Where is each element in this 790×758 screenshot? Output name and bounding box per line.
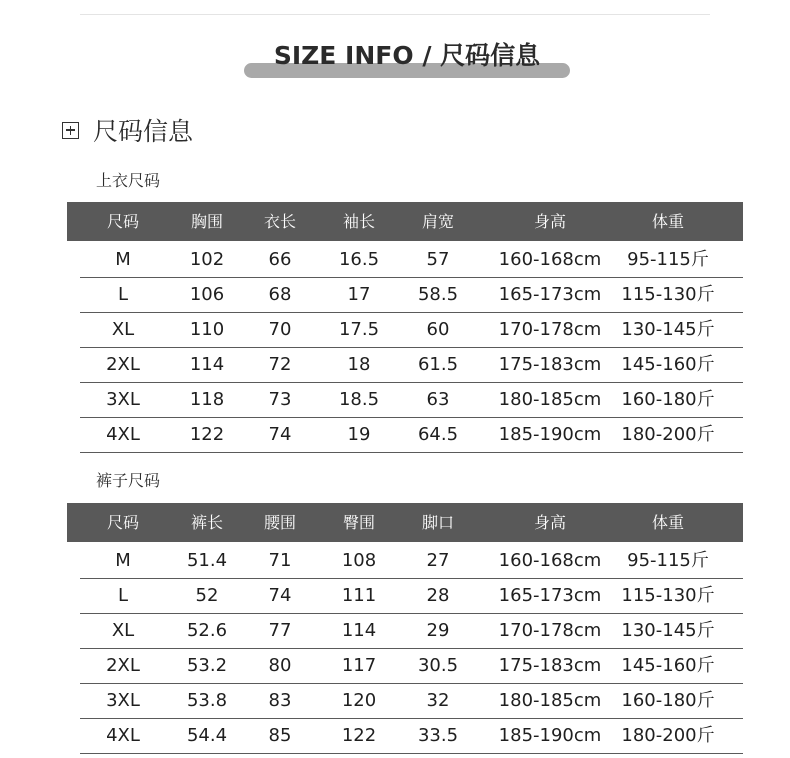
table-cell: 54.4 [186,725,228,746]
table-cell: 58.5 [417,284,459,305]
table-cell: 17.5 [338,319,380,340]
table-cell: 70 [268,319,292,340]
header-cell: 脚口 [421,513,455,532]
table-cell: 19 [347,424,371,445]
table-cell: L [117,284,129,305]
table-cell: 80 [268,655,292,676]
table-row [80,347,743,383]
table-cell: 145-160斤 [621,655,715,676]
table-cell: 175-183cm [498,655,602,676]
table-cell: 95-115斤 [627,249,709,270]
header-cell: 身高 [533,513,567,532]
table-row [80,613,743,649]
table-cell: 145-160斤 [621,354,715,375]
table-cell: 108 [341,550,377,571]
table-row [80,277,743,313]
top-size-table [67,202,743,445]
table-cell: 52.6 [186,620,228,641]
table-cell: 180-185cm [498,389,602,410]
table-cell: 68 [268,284,292,305]
table-cell: 53.2 [186,655,228,676]
table-cell: 85 [268,725,292,746]
table-cell: 118 [189,389,225,410]
table-cell: 122 [189,424,225,445]
table-cell: 28 [426,585,450,606]
table-cell: 180-185cm [498,690,602,711]
table-row [80,382,743,418]
table-cell: XL [111,319,135,340]
table-cell: 2XL [106,655,140,676]
table-cell: 117 [341,655,377,676]
table-cell: 63 [426,389,450,410]
table-cell: 32 [426,690,450,711]
table-cell: 74 [268,424,292,445]
table-cell: 185-190cm [498,725,602,746]
header-cell: 体重 [651,513,685,532]
pants-size-title: 裤子尺码 [96,471,161,490]
table-cell: 4XL [106,725,140,746]
table-cell: 180-200斤 [621,424,715,445]
table-row [80,648,743,684]
table-cell: 165-173cm [498,585,602,606]
table-cell: 53.8 [186,690,228,711]
table-row [80,683,743,719]
header-cell: 臀围 [342,513,376,532]
header-cell: 衣长 [263,212,297,231]
table-cell: 160-180斤 [621,690,715,711]
table-cell: L [117,585,129,606]
table-cell: 114 [341,620,377,641]
table-cell: 18.5 [338,389,380,410]
header-cell: 腰围 [263,513,297,532]
header-cell: 袖长 [342,212,376,231]
table-cell: 106 [189,284,225,305]
table-cell: 77 [268,620,292,641]
table-cell: 3XL [106,690,140,711]
header-cell: 裤长 [190,513,224,532]
table-cell: 61.5 [417,354,459,375]
table-cell: 17 [347,284,371,305]
table-cell: 114 [189,354,225,375]
table-cell: 115-130斤 [621,284,715,305]
table-cell: 51.4 [186,550,228,571]
table-cell: 60 [426,319,450,340]
table-cell: 170-178cm [498,319,602,340]
table-cell: 2XL [106,354,140,375]
table-cell: XL [111,620,135,641]
table-cell: 170-178cm [498,620,602,641]
table-cell: 130-145斤 [621,319,715,340]
top-size-title: 上衣尺码 [96,171,161,190]
table-cell: M [115,249,131,270]
table-cell: 160-168cm [498,249,602,270]
table-cell: 66 [268,249,292,270]
table-cell: 160-168cm [498,550,602,571]
table-cell: 71 [268,550,292,571]
table-row [80,578,743,614]
header-cell: 胸围 [190,212,224,231]
table-row [80,417,743,453]
table-cell: 111 [341,585,377,606]
table-cell: 130-145斤 [621,620,715,641]
table-cell: 64.5 [417,424,459,445]
table-cell: 160-180斤 [621,389,715,410]
page-title-banner [244,34,570,80]
table-cell: 27 [426,550,450,571]
table-cell: 18 [347,354,371,375]
table-cell: 180-200斤 [621,725,715,746]
table-cell: 185-190cm [498,424,602,445]
table-cell: 122 [341,725,377,746]
page-title: SIZE INFO / 尺码信息 [273,41,541,70]
table-cell: 3XL [106,389,140,410]
table-cell: M [115,550,131,571]
table-row [80,242,743,278]
table-cell: 120 [341,690,377,711]
plus-box-icon [62,122,79,139]
table-cell: 102 [189,249,225,270]
table-row [80,543,743,579]
header-cell: 肩宽 [421,212,455,231]
table-cell: 73 [268,389,292,410]
table-cell: 33.5 [417,725,459,746]
table-row [80,718,743,754]
header-cell: 身高 [533,212,567,231]
table-cell: 165-173cm [498,284,602,305]
table-cell: 30.5 [417,655,459,676]
table-header [67,202,743,241]
header-cell: 尺码 [106,513,140,532]
table-cell: 95-115斤 [627,550,709,571]
table-header [67,503,743,542]
header-cell: 体重 [651,212,685,231]
table-cell: 175-183cm [498,354,602,375]
table-cell: 72 [268,354,292,375]
table-cell: 83 [268,690,292,711]
table-cell: 29 [426,620,450,641]
table-cell: 4XL [106,424,140,445]
section-title: 尺码信息 [93,117,194,146]
pants-size-table [67,503,743,746]
section-header [62,116,193,144]
top-divider [80,14,710,15]
table-row [80,312,743,348]
table-cell: 52 [195,585,219,606]
table-cell: 74 [268,585,292,606]
table-cell: 115-130斤 [621,585,715,606]
table-cell: 16.5 [338,249,380,270]
table-cell: 110 [189,319,225,340]
table-cell: 57 [426,249,450,270]
header-cell: 尺码 [106,212,140,231]
